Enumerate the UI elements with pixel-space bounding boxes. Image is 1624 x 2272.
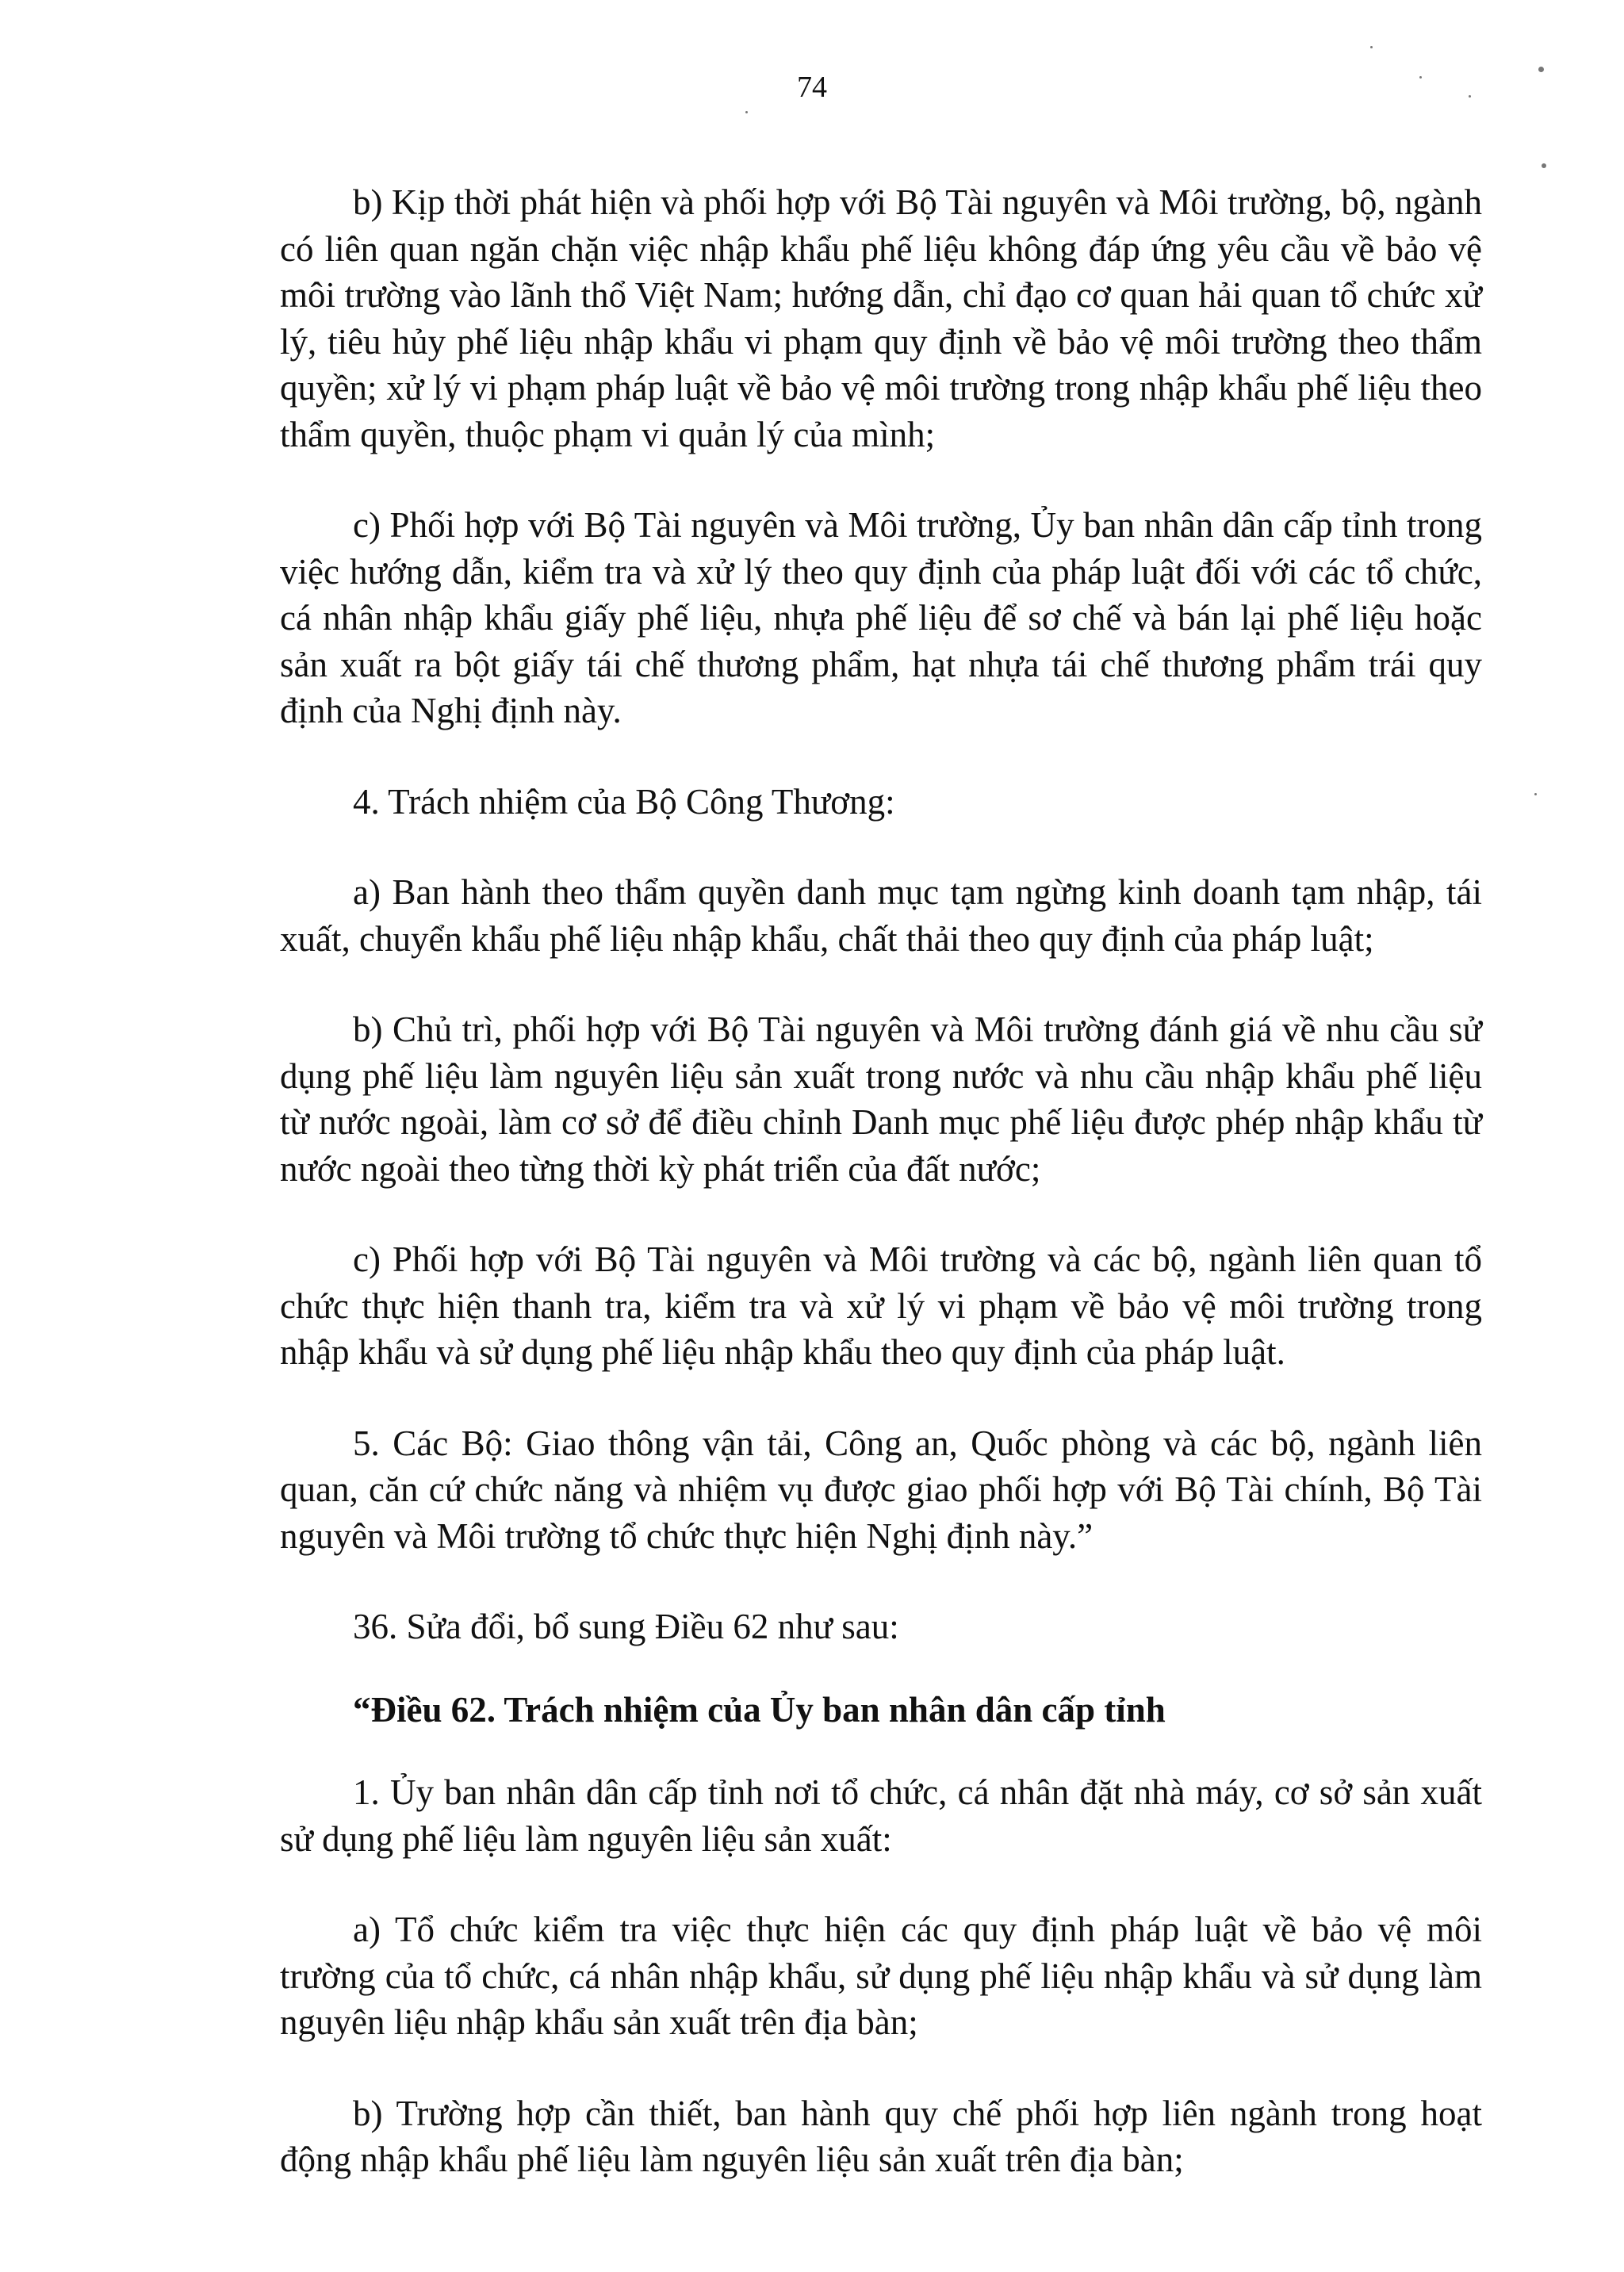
paragraph-4b: b) Chủ trì, phối hợp với Bộ Tài nguyên và Môi trường đánh giá về nhu cầu sử dụng phế liệu làm nguyên liệu sản xuất trong nước và nhu cầu nhập khẩu phế liệu từ nước ngoài, làm cơ sở để điều chỉnh Danh mục phế liệu được phép nhập khẩu từ nước ngoài theo từng thời kỳ phát triển của đất nước;	[280, 1010, 1482, 1189]
page-number: 74	[797, 71, 827, 104]
document-body	[280, 179, 1482, 2228]
paragraph-62-1b: b) Trường hợp cần thiết, ban hành quy chế phối hợp liên ngành trong hoạt động nhập khẩu phế liệu làm nguyên liệu sản xuất trên địa bàn;	[280, 2093, 1482, 2179]
paragraph-section-4-heading: 4. Trách nhiệm của Bộ Công Thương:	[353, 781, 895, 822]
scan-speck	[1534, 793, 1537, 795]
paragraph-62-1a: a) Tổ chức kiểm tra việc thực hiện các quy định pháp luật về bảo vệ môi trường của tổ chức, cá nhân nhập khẩu, sử dụng phế liệu nhập khẩu và sử dụng làm nguyên liệu nhập khẩu sản xuất trên địa bàn;	[280, 1910, 1482, 2042]
paragraph-amendment-36: 36. Sửa đổi, bổ sung Điều 62 như sau:	[353, 1607, 899, 1646]
paragraph-3c: c) Phối hợp với Bộ Tài nguyên và Môi trường, Ủy ban nhân dân cấp tỉnh trong việc hướng dẫn, kiểm tra và xử lý theo quy định của pháp luật đối với các tổ chức, cá nhân nhập khẩu giấy phế liệu, nhựa phế liệu để sơ chế và bán lại phế liệu hoặc sản xuất ra bột giấy tái chế thương phẩm, hạt nhựa tái chế thương phẩm trái quy định của Nghị định này.	[280, 505, 1482, 730]
article-62-heading: “Điều 62. Trách nhiệm của Ủy ban nhân dân cấp tỉnh	[353, 1689, 1166, 1730]
paragraph-section-5: 5. Các Bộ: Giao thông vận tải, Công an, Quốc phòng và các bộ, ngành liên quan, căn cứ chức năng và nhiệm vụ được giao phối hợp với Bộ Tài chính, Bộ Tài nguyên và Môi trường tổ chức thực hiện Nghị định này.”	[280, 1423, 1482, 1556]
scan-speck	[1542, 163, 1546, 168]
scan-speck	[1538, 67, 1544, 72]
paragraph-4c: c) Phối hợp với Bộ Tài nguyên và Môi trường và các bộ, ngành liên quan tổ chức thực hiện thanh tra, kiểm tra và xử lý vi phạm về bảo vệ môi trường trong nhập khẩu và sử dụng phế liệu nhập khẩu theo quy định của pháp luật.	[280, 1239, 1482, 1372]
paragraph-3b: b) Kịp thời phát hiện và phối hợp với Bộ Tài nguyên và Môi trường, bộ, ngành có liên quan ngăn chặn việc nhập khẩu phế liệu không đáp ứng yêu cầu về bảo vệ môi trường vào lãnh thổ Việt Nam; hướng dẫn, chỉ đạo cơ quan hải quan tổ chức xử lý, tiêu hủy phế liệu nhập khẩu vi phạm quy định về bảo vệ môi trường theo thẩm quyền; xử lý vi phạm pháp luật về bảo vệ môi trường trong nhập khẩu phế liệu theo thẩm quyền, thuộc phạm vi quản lý của mình;	[280, 182, 1482, 454]
scan-speck	[1370, 46, 1373, 48]
scan-speck	[1469, 95, 1471, 98]
paragraph-62-1: 1. Ủy ban nhân dân cấp tỉnh nơi tổ chức, cá nhân đặt nhà máy, cơ sở sản xuất sử dụng phế liệu làm nguyên liệu sản xuất:	[280, 1772, 1482, 1859]
paragraph-4a: a) Ban hành theo thẩm quyền danh mục tạm ngừng kinh doanh tạm nhập, tái xuất, chuyển khẩu phế liệu nhập khẩu, chất thải theo quy định của pháp luật;	[280, 872, 1482, 959]
scan-speck	[1419, 76, 1422, 79]
scan-speck	[745, 111, 748, 113]
